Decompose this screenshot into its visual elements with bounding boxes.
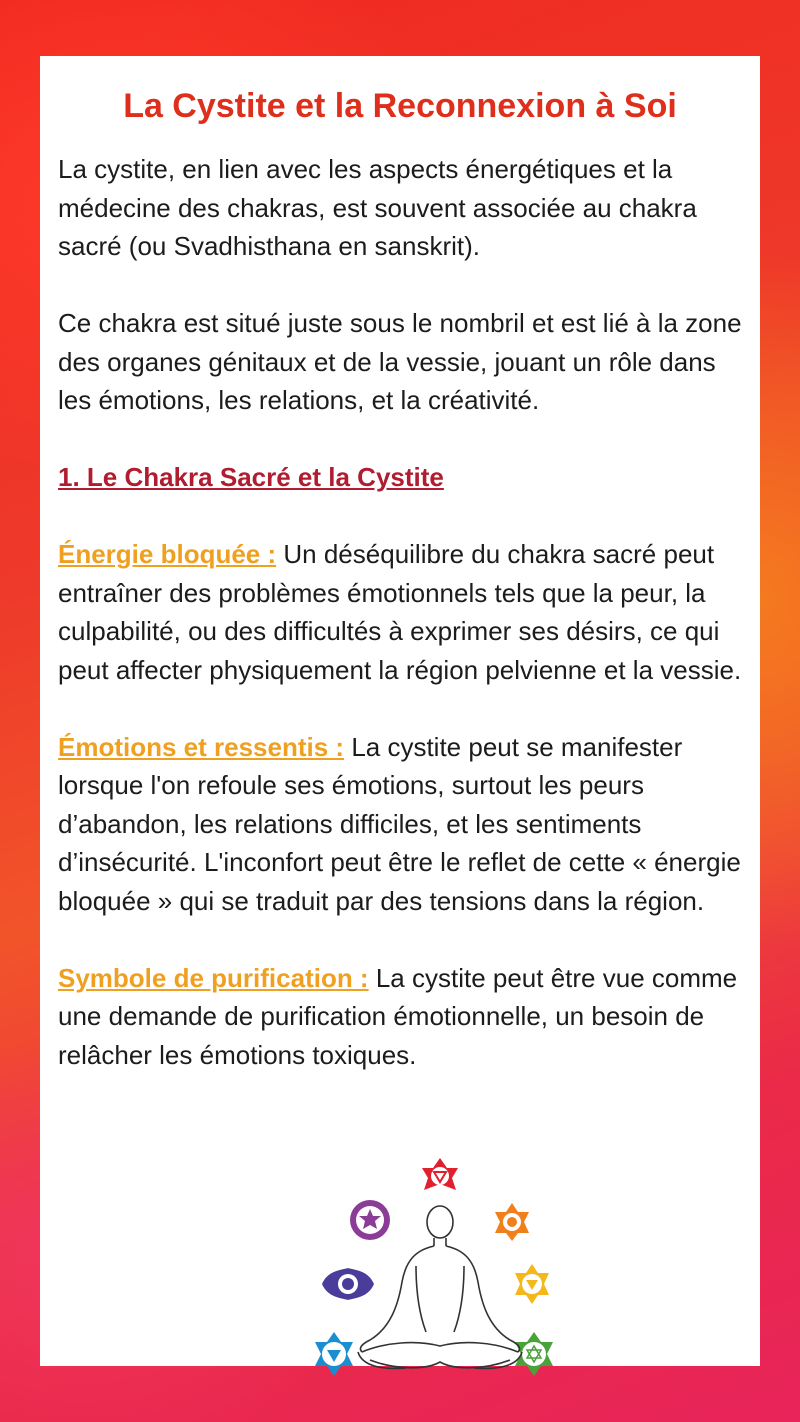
point-emotions-ressentis [58, 728, 748, 921]
crown-chakra-icon [422, 1158, 458, 1190]
page-title: La Cystite et la Reconnexion à Soi [123, 87, 677, 125]
point-text: La cystite peut être vue comme une demande de purification émotionnelle, un besoin de relâcher les émotions toxiques. [58, 962, 738, 1070]
article-body [58, 150, 748, 1113]
meditation-chakra-illustration [266, 1156, 556, 1376]
point-term: Émotions et ressentis : [58, 731, 345, 762]
section-heading: 1. Le Chakra Sacré et la Cystite [58, 462, 444, 492]
point-energie-bloquee [58, 535, 748, 689]
solar-chakra-icon [495, 1203, 529, 1241]
throat-chakra-icon [322, 1268, 374, 1300]
point-text: Un déséquilibre du chakra sacré peut entraîner des problèmes émotionnels tels que la peur, la culpabilité, ou des difficultés à exprimer ses désirs, ce qui peut affecter physiquement la région pelvienne et la vessie. [58, 539, 742, 685]
sacral-chakra-icon [515, 1264, 549, 1304]
third-eye-chakra-icon [350, 1200, 390, 1240]
intro-paragraph-1: La cystite, en lien avec les aspects énergétiques et la médecine des chakras, est souvent associée au chakra sacré (ou Svadhisthana en sanskrit). [58, 154, 697, 261]
content-card [40, 56, 760, 1366]
blue-chakra-icon [315, 1332, 353, 1376]
intro-paragraph-2: Ce chakra est situé juste sous le nombril et est lié à la zone des organes génitaux et de la vessie, jouant un rôle dans les émotions, les relations, et la créativité. [58, 308, 742, 415]
point-term: Symbole de purification : [58, 962, 369, 993]
point-symbole-purification [58, 959, 748, 1075]
point-text: La cystite peut se manifester lorsque l'on refoule ses émotions, surtout les peurs d’abandon, les relations difficiles, et les sentiments d’insécurité. L'inconfort peut être le reflet de cette « énergie bloquée » qui se traduit par des tensions dans la région. [58, 731, 741, 916]
point-term: Énergie bloquée : [58, 539, 277, 569]
